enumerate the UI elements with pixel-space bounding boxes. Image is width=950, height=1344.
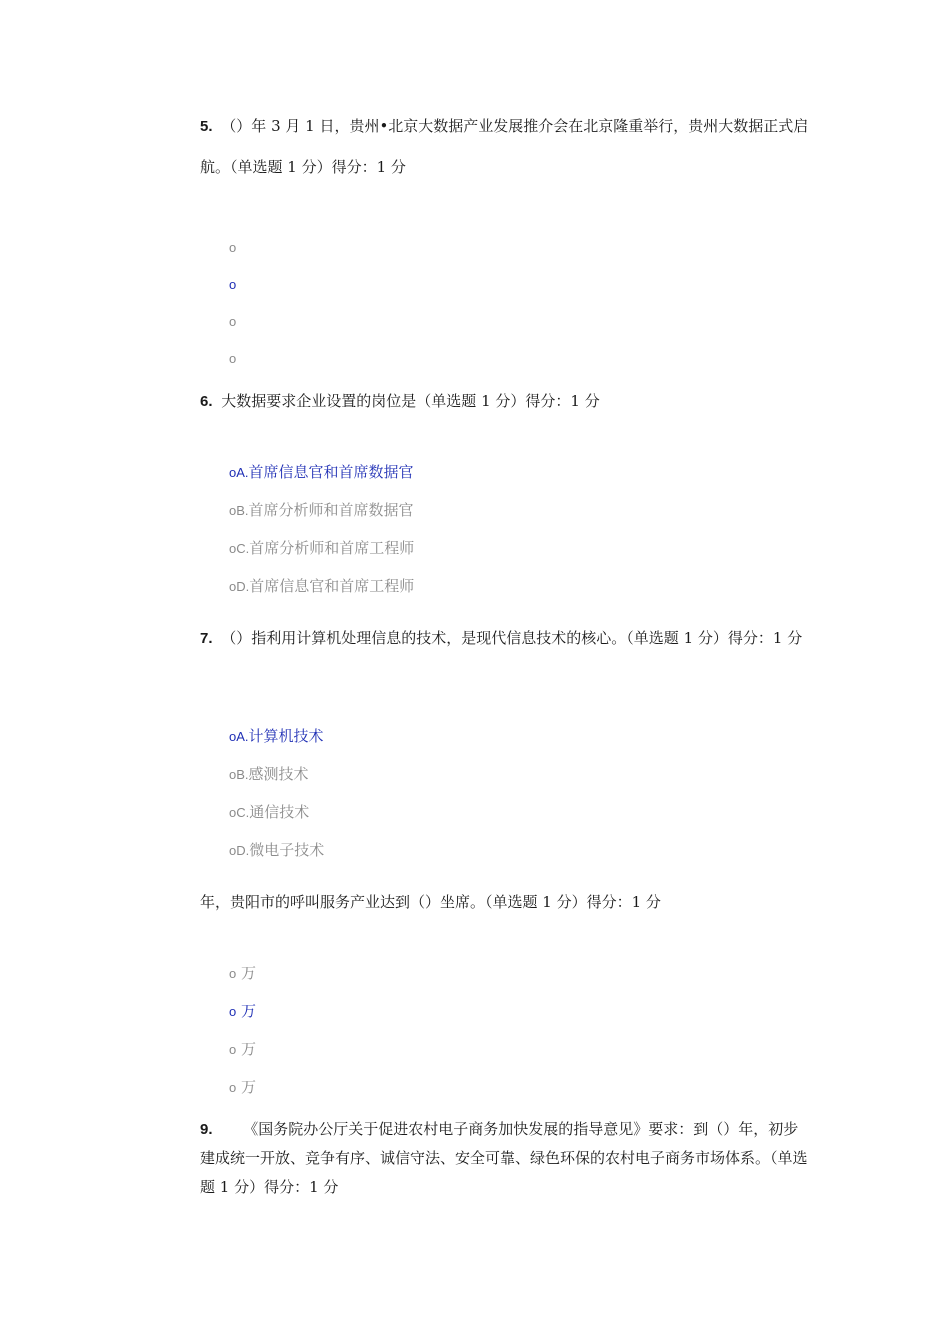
question-number: 6. — [200, 393, 213, 410]
question-5-options — [229, 236, 236, 384]
option-b[interactable]: oB.首席分析师和首席数据官 — [229, 501, 414, 519]
question-number: 9. — [200, 1121, 213, 1138]
option-radio[interactable]: o — [229, 314, 237, 329]
option-radio[interactable]: o — [229, 277, 237, 292]
question-5 — [200, 106, 810, 188]
question-text: （）年 3 月 1 日，贵州•北京大数据产业发展推介会在北京隆重举行，贵州大数据正式启航。（单选题 1 分）得分：1 分 — [200, 117, 809, 176]
option-radio[interactable]: o 万 — [229, 1002, 257, 1020]
question-6-options — [229, 461, 414, 613]
option-c[interactable]: oC.通信技术 — [229, 803, 310, 821]
option-radio[interactable]: o 万 — [229, 1040, 257, 1058]
question-text: 《国务院办公厅关于促进农村电子商务加快发展的指导意见》要求：到（）年，初步建成统一开放、竞争有序、诚信守法、安全可靠、绿色环保的农村电子商务市场体系。（单选题 1 分）得分：1 分 — [200, 1120, 808, 1196]
question-8-options — [229, 962, 256, 1114]
option-c[interactable]: oC.首席分析师和首席工程师 — [229, 539, 415, 557]
question-number: 5. — [200, 118, 213, 135]
question-9 — [200, 1115, 810, 1202]
option-d[interactable]: oD.微电子技术 — [229, 841, 325, 859]
option-a[interactable]: oA.计算机技术 — [229, 727, 324, 745]
question-number: 7. — [200, 630, 213, 647]
option-radio[interactable]: o 万 — [229, 1078, 257, 1096]
option-d[interactable]: oD.首席信息官和首席工程师 — [229, 577, 415, 595]
option-b[interactable]: oB.感测技术 — [229, 765, 309, 783]
question-text: 年，贵阳市的呼叫服务产业达到（）坐席。（单选题 1 分）得分：1 分 — [200, 893, 661, 911]
option-radio[interactable]: o — [229, 351, 237, 366]
question-text: 大数据要求企业设置的岗位是（单选题 1 分）得分：1 分 — [221, 392, 600, 410]
question-8 — [200, 882, 810, 923]
question-7-options — [229, 725, 324, 877]
question-7 — [200, 618, 810, 659]
question-text: （）指利用计算机处理信息的技术，是现代信息技术的核心。（单选题 1 分）得分：1 分 — [221, 629, 803, 647]
option-radio[interactable]: o 万 — [229, 964, 257, 982]
question-6 — [200, 381, 810, 422]
option-a[interactable]: oA.首席信息官和首席数据官 — [229, 463, 414, 481]
option-radio[interactable]: o — [229, 240, 237, 255]
